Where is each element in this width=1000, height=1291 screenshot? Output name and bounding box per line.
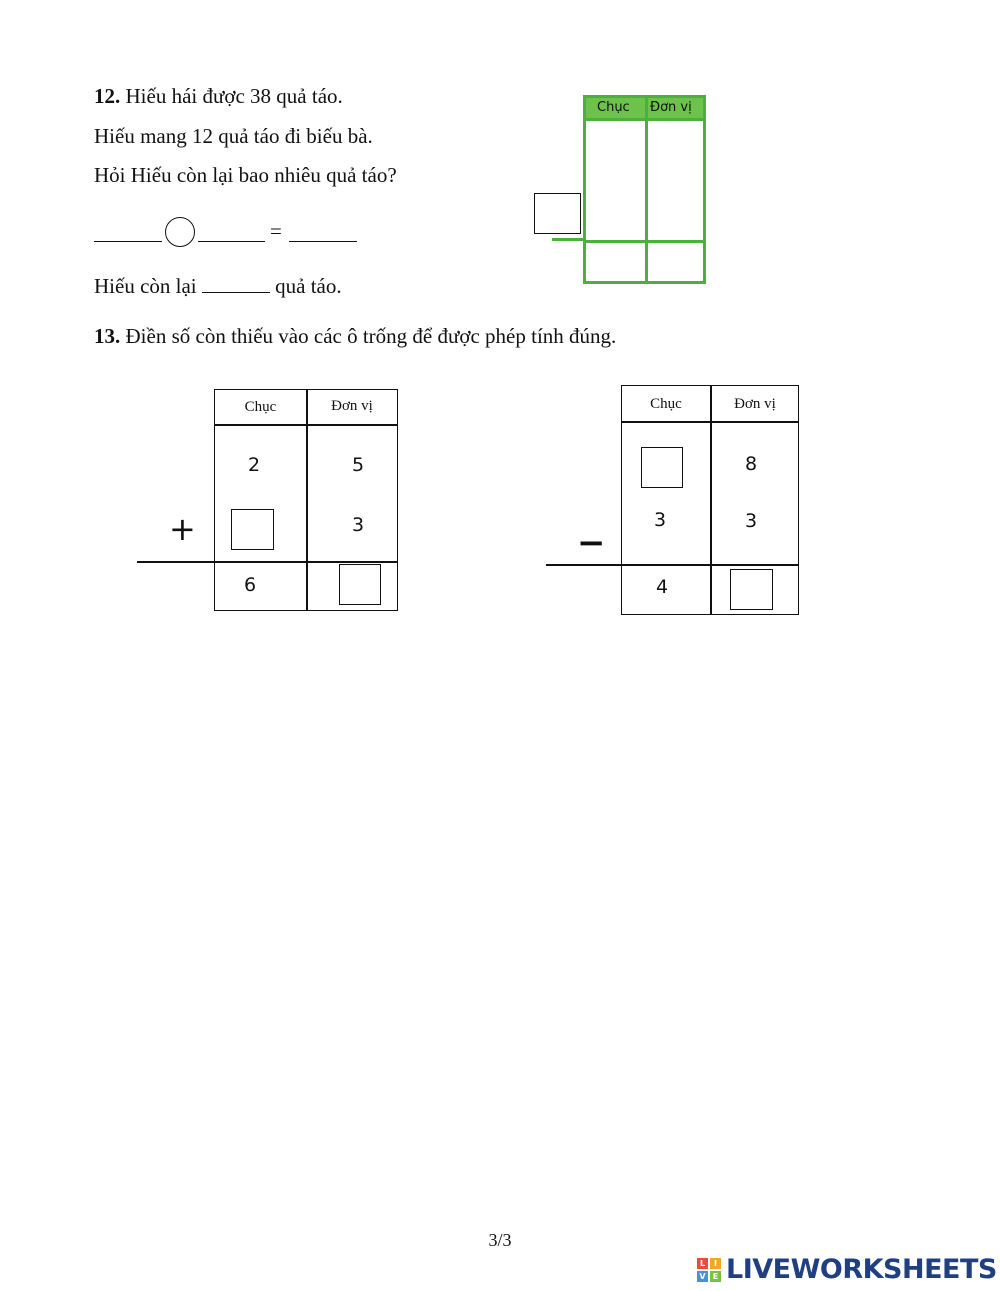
liveworksheets-brand: LIVEWORKSHEETS bbox=[726, 1254, 997, 1285]
subtraction-row1-tens-box[interactable] bbox=[641, 447, 683, 488]
green-header-chuc: Chục bbox=[597, 100, 630, 115]
subtraction-result-tens: 4 bbox=[655, 576, 669, 598]
equals-sign: = bbox=[270, 219, 282, 243]
green-result-divider bbox=[586, 240, 703, 243]
addition-row2-tens-box[interactable] bbox=[231, 509, 274, 550]
subtraction-result-line-extension bbox=[546, 564, 622, 566]
operator-circle[interactable] bbox=[165, 217, 195, 247]
subtraction-row2-tens: 3 bbox=[653, 509, 667, 531]
q12-line3: Hỏi Hiếu còn lại bao nhiêu quả táo? bbox=[94, 163, 397, 187]
addition-header-chuc: Chục bbox=[244, 399, 277, 415]
green-result-line-extension bbox=[552, 238, 586, 241]
addition-result-tens: 6 bbox=[243, 574, 257, 596]
equation-result-blank[interactable] bbox=[289, 241, 357, 242]
addition-result-divider bbox=[215, 561, 397, 563]
addition-result-units-box[interactable] bbox=[339, 564, 381, 605]
liveworksheets-logo-icon bbox=[697, 1258, 721, 1282]
operator-box[interactable] bbox=[534, 193, 581, 234]
subtraction-result-units-box[interactable] bbox=[730, 569, 773, 610]
addition-header-divider bbox=[215, 424, 397, 426]
subtraction-table bbox=[621, 385, 799, 615]
addition-row2-units: 3 bbox=[351, 514, 365, 536]
liveworksheets-logo bbox=[697, 1254, 997, 1285]
logo-letter-l: L bbox=[697, 1258, 708, 1269]
subtraction-result-divider bbox=[622, 564, 798, 566]
equation-blank-2[interactable] bbox=[198, 241, 265, 242]
subtraction-header-divider bbox=[622, 421, 798, 423]
addition-row1-tens: 2 bbox=[247, 454, 261, 476]
logo-letter-v: V bbox=[697, 1271, 708, 1282]
addition-header-don-vi: Đơn vị bbox=[331, 398, 373, 414]
addition-column-divider bbox=[306, 390, 308, 610]
addition-row1-units: 5 bbox=[351, 454, 365, 476]
equation-blank-1[interactable] bbox=[94, 241, 162, 242]
logo-letter-e: E bbox=[710, 1271, 721, 1282]
answer-prefix: Hiếu còn lại bbox=[94, 274, 197, 298]
green-place-value-table bbox=[583, 95, 706, 284]
q12-answer-line bbox=[94, 274, 342, 299]
q12-line1 bbox=[94, 84, 343, 109]
green-column-divider bbox=[645, 98, 648, 281]
subtraction-operator: − bbox=[577, 523, 606, 563]
subtraction-header-chuc: Chục bbox=[650, 396, 682, 412]
subtraction-row2-units: 3 bbox=[744, 510, 758, 532]
q12-number: 12. bbox=[94, 84, 121, 108]
q13-text: Điền số còn thiếu vào các ô trống để được phép tính đúng. bbox=[125, 324, 617, 348]
subtraction-row1-units: 8 bbox=[744, 453, 758, 475]
addition-table bbox=[214, 389, 398, 611]
page-number: 3/3 bbox=[488, 1230, 512, 1250]
q13-heading bbox=[94, 324, 616, 349]
q13-number: 13. bbox=[94, 324, 121, 348]
subtraction-header-don-vi: Đơn vị bbox=[734, 396, 776, 412]
logo-letter-i: I bbox=[710, 1258, 721, 1269]
addition-result-line-extension bbox=[137, 561, 215, 563]
q12-line1-text: Hiếu hái được 38 quả táo. bbox=[125, 84, 343, 108]
green-header-don-vi: Đơn vị bbox=[650, 100, 692, 115]
answer-blank[interactable] bbox=[202, 292, 270, 293]
answer-suffix: quả táo. bbox=[275, 274, 342, 298]
q12-line2: Hiếu mang 12 quả táo đi biếu bà. bbox=[94, 124, 373, 148]
addition-operator: + bbox=[169, 510, 196, 548]
